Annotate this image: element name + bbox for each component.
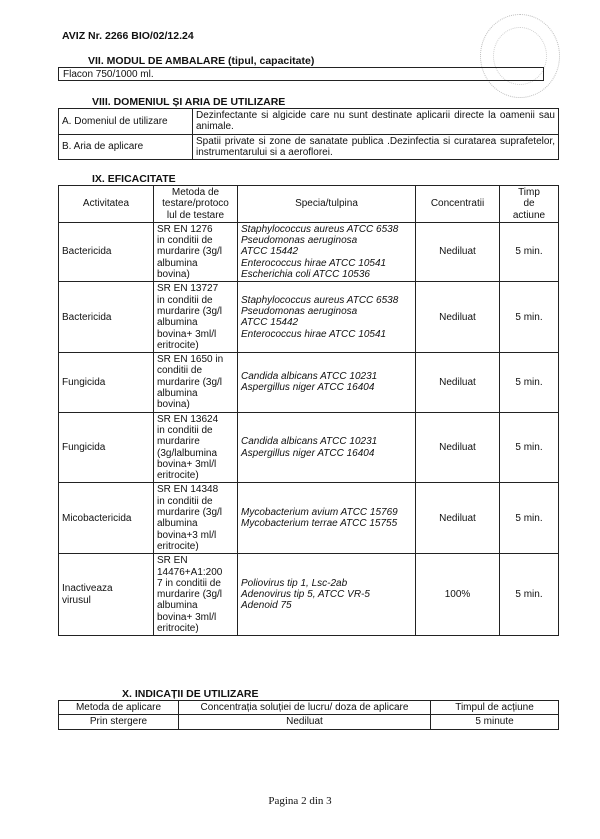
concentration-cell: 100% (416, 554, 500, 636)
method-cell: SR EN 1650 in conditii de murdarire (3g/l albumina bovina) (154, 353, 238, 412)
efficacy-table (58, 185, 559, 636)
section-viii-title: VIII. DOMENIUL ȘI ARIA DE UTILIZARE (92, 96, 286, 108)
activity-cell: Bactericida (59, 282, 154, 353)
efficacy-header-row (59, 186, 559, 223)
table-row (59, 715, 559, 729)
action-time-cell: 5 min. (500, 222, 559, 281)
activity-cell: Bactericida (59, 222, 154, 281)
activity-cell: Micobactericida (59, 483, 154, 554)
species-cell: Staphylococcus aureus ATCC 6538 Pseudomonas aeruginosa ATCC 15442 Enterococcus hirae ATCC 10541 Escherichia coli ATCC 10536 (238, 222, 416, 281)
usage-domain-label: A. Domeniul de utilizare (59, 109, 193, 135)
section-ix-title: IX. EFICACITATE (92, 173, 176, 185)
application-area-value: Spatii private si zone de sanatate publica .Dezinfectia si curatarea suprafetelor, instrumentarului si a aeroflorei. (193, 134, 559, 160)
efficacy-row (59, 282, 559, 353)
table-row (59, 109, 559, 135)
official-stamp (480, 14, 560, 98)
method-cell: SR EN 1276 in conditii de murdarire (3g/l albumina bovina) (154, 222, 238, 281)
header-working-solution: Concentrația soluției de lucru/ doza de aplicare (179, 701, 431, 715)
action-time-cell: 5 min. (500, 353, 559, 412)
activity-cell: Inactiveaza virusul (59, 554, 154, 636)
application-method-value: Prin stergere (59, 715, 179, 729)
concentration-cell: Nediluat (416, 282, 500, 353)
efficacy-row (59, 353, 559, 412)
method-cell: SR EN 14476+A1:200 7 in conditii de murdarire (3g/l albumina bovina+ 3ml/l eritrocite) (154, 554, 238, 636)
header-concentration: Concentratii (416, 186, 500, 223)
table-row (59, 134, 559, 160)
page-number: Pagina 2 din 3 (268, 795, 332, 807)
action-time-value: 5 minute (431, 715, 559, 729)
action-time-cell: 5 min. (500, 483, 559, 554)
packaging-value: Flacon 750/1000 ml. (58, 67, 544, 81)
concentration-cell: Nediluat (416, 353, 500, 412)
header-species: Specia/tulpina (238, 186, 416, 223)
section-x-title: X. INDICAȚII DE UTILIZARE (122, 688, 259, 700)
usage-instructions-table (58, 700, 559, 730)
species-cell: Poliovirus tip 1, Lsc-2ab Adenovirus tip 5, ATCC VR-5 Adenoid 75 (238, 554, 416, 636)
action-time-cell: 5 min. (500, 282, 559, 353)
action-time-cell: 5 min. (500, 554, 559, 636)
efficacy-row (59, 222, 559, 281)
method-cell: SR EN 14348 in conditii de murdarire (3g/l albumina bovina+3 ml/l eritrocite) (154, 483, 238, 554)
usage-domain-value: Dezinfectante si algicide care nu sunt destinate aplicarii directe la oamenii sau animale. (193, 109, 559, 135)
efficacy-row (59, 554, 559, 636)
table-row (59, 701, 559, 715)
method-cell: SR EN 13727 in conditii de murdarire (3g/l albumina bovina+ 3ml/l eritrocite) (154, 282, 238, 353)
working-solution-value: Nediluat (179, 715, 431, 729)
header-method: Metoda de testare/protoco lul de testare (154, 186, 238, 223)
species-cell: Staphylococcus aureus ATCC 6538 Pseudomonas aeruginosa ATCC 15442 Enterococcus hirae ATCC 10541 (238, 282, 416, 353)
concentration-cell: Nediluat (416, 483, 500, 554)
species-cell: Mycobacterium avium ATCC 15769 Mycobacterium terrae ATCC 15755 (238, 483, 416, 554)
document-header: AVIZ Nr. 2266 BIO/02/12.24 (62, 30, 194, 42)
header-activity: Activitatea (59, 186, 154, 223)
header-application-method: Metoda de aplicare (59, 701, 179, 715)
concentration-cell: Nediluat (416, 222, 500, 281)
action-time-cell: 5 min. (500, 412, 559, 483)
concentration-cell: Nediluat (416, 412, 500, 483)
activity-cell: Fungicida (59, 412, 154, 483)
application-area-label: B. Aria de aplicare (59, 134, 193, 160)
efficacy-row (59, 412, 559, 483)
header-action-time: Timpul de acțiune (431, 701, 559, 715)
header-time: Timp de actiune (500, 186, 559, 223)
method-cell: SR EN 13624 in conditii de murdarire (3g/lalbumina bovina+ 3ml/l eritrocite) (154, 412, 238, 483)
section-vii-title: VII. MODUL DE AMBALARE (tipul, capacitate) (88, 55, 315, 67)
species-cell: Candida albicans ATCC 10231 Aspergillus niger ATCC 16404 (238, 412, 416, 483)
species-cell: Candida albicans ATCC 10231 Aspergillus niger ATCC 16404 (238, 353, 416, 412)
activity-cell: Fungicida (59, 353, 154, 412)
efficacy-row (59, 483, 559, 554)
usage-area-table (58, 108, 559, 160)
